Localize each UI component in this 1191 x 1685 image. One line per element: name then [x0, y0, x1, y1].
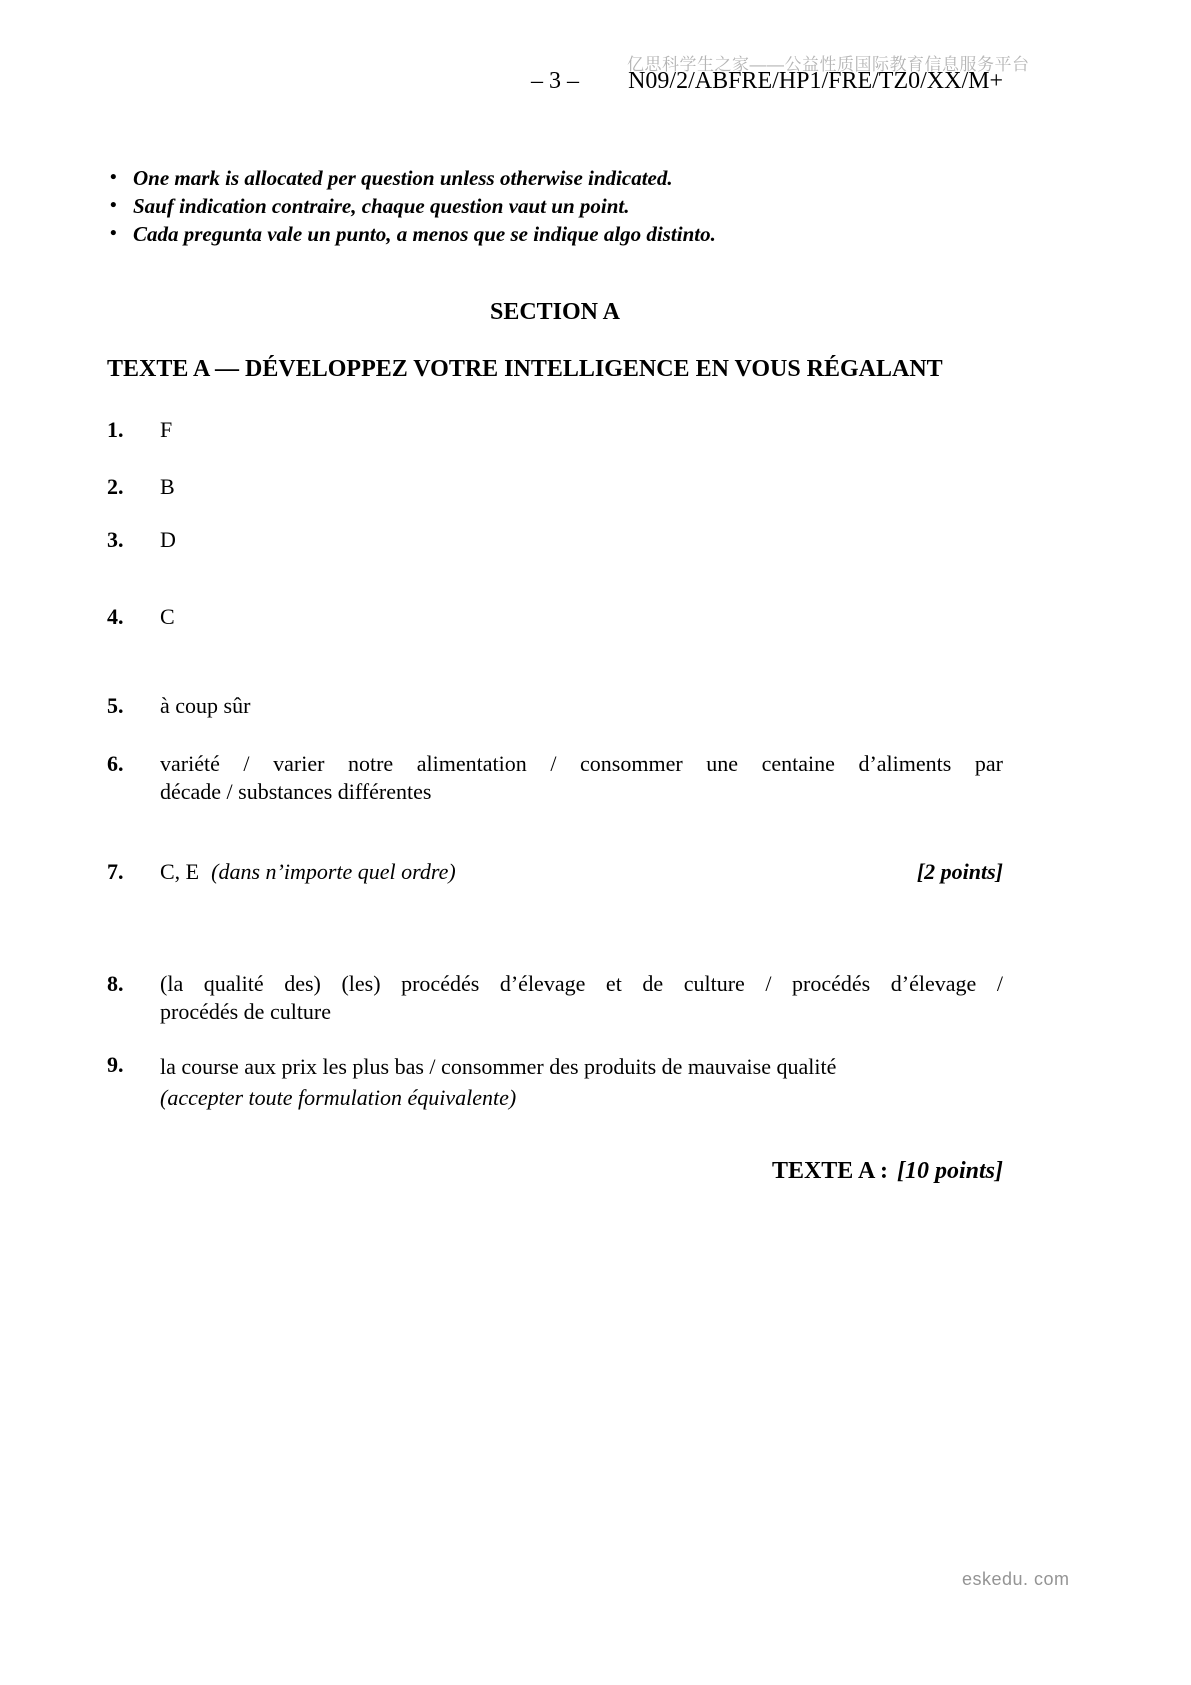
- answer-text: D: [160, 527, 176, 552]
- question-number: 3.: [107, 527, 124, 552]
- answer-line-1: la course aux prix les plus bas / consommer des produits de mauvaise qualité: [160, 1054, 837, 1079]
- note-row: [110, 192, 990, 220]
- note-text: Cada pregunta vale un punto, a menos que se indique algo distinto.: [133, 222, 716, 246]
- answer-text: C: [160, 604, 175, 629]
- question-number: 7.: [107, 859, 124, 884]
- answer-row-9: [107, 1051, 1003, 1113]
- answer-line-2: décade / substances différentes: [160, 779, 432, 804]
- answer-note: (dans n’importe quel ordre): [211, 859, 456, 884]
- answer-letters: C, E: [160, 859, 200, 884]
- question-number: 4.: [107, 604, 124, 629]
- note-text: Sauf indication contraire, chaque question vaut un point.: [133, 194, 630, 218]
- answer-line-1: (la qualité des) (les) procédés d’élevage et de culture / procédés d’élevage /: [160, 971, 1003, 996]
- question-number: 2.: [107, 474, 124, 499]
- answer-row-6: [107, 750, 1003, 806]
- bullet-icon: •: [110, 223, 117, 244]
- answer-row-4: [107, 603, 1003, 631]
- total-label: TEXTE A :: [771, 1158, 888, 1184]
- bullet-icon: •: [110, 195, 117, 216]
- note-text: One mark is allocated per question unless otherwise indicated.: [133, 166, 673, 190]
- chinese-watermark: 亿思科学生之家——公益性质国际教育信息服务平台: [627, 55, 1030, 74]
- total-points: [10 points]: [896, 1158, 1003, 1184]
- question-number: 8.: [107, 971, 124, 996]
- answer-line-1: variété / varier notre alimentation / consommer une centaine d’aliments par: [160, 751, 1003, 776]
- marking-notes: [110, 164, 990, 248]
- answer-line-2: procédés de culture: [160, 999, 332, 1024]
- site-watermark: eskedu. com: [962, 1569, 1070, 1589]
- answer-row-8: [107, 970, 1003, 1026]
- answer-note: (accepter toute formulation équivalente): [160, 1085, 517, 1110]
- answer-row-1: [107, 416, 1003, 444]
- answer-text: B: [160, 474, 175, 499]
- section-title: SECTION A: [489, 299, 621, 325]
- exam-code: N09/2/ABFRE/HP1/FRE/TZ0/XX/M+: [628, 68, 1003, 94]
- answer-row-7: [107, 858, 1003, 886]
- answer-text: [160, 858, 1003, 886]
- answer-row-2: [107, 473, 1003, 501]
- answer-text: [160, 1051, 1003, 1113]
- texte-a-heading: TEXTE A — DÉVELOPPEZ VOTRE INTELLIGENCE EN VOUS RÉGALANT: [107, 356, 943, 382]
- question-number: 6.: [107, 751, 124, 776]
- points-badge: [2 points]: [916, 859, 1003, 884]
- answer-row-5: [107, 692, 1003, 720]
- page-number: – 3 –: [531, 68, 579, 94]
- answer-text: [160, 750, 1003, 806]
- texte-a-total: [107, 1158, 1003, 1185]
- note-row: [110, 220, 990, 248]
- answer-text: F: [160, 417, 173, 442]
- note-row: [110, 164, 990, 192]
- question-number: 5.: [107, 693, 124, 718]
- answer-left: [160, 858, 456, 886]
- question-number: 9.: [107, 1052, 124, 1077]
- bullet-icon: •: [110, 167, 117, 188]
- answer-row-3: [107, 526, 1003, 554]
- answer-text: [160, 970, 1003, 1026]
- answer-text: à coup sûr: [160, 693, 251, 718]
- question-number: 1.: [107, 417, 124, 442]
